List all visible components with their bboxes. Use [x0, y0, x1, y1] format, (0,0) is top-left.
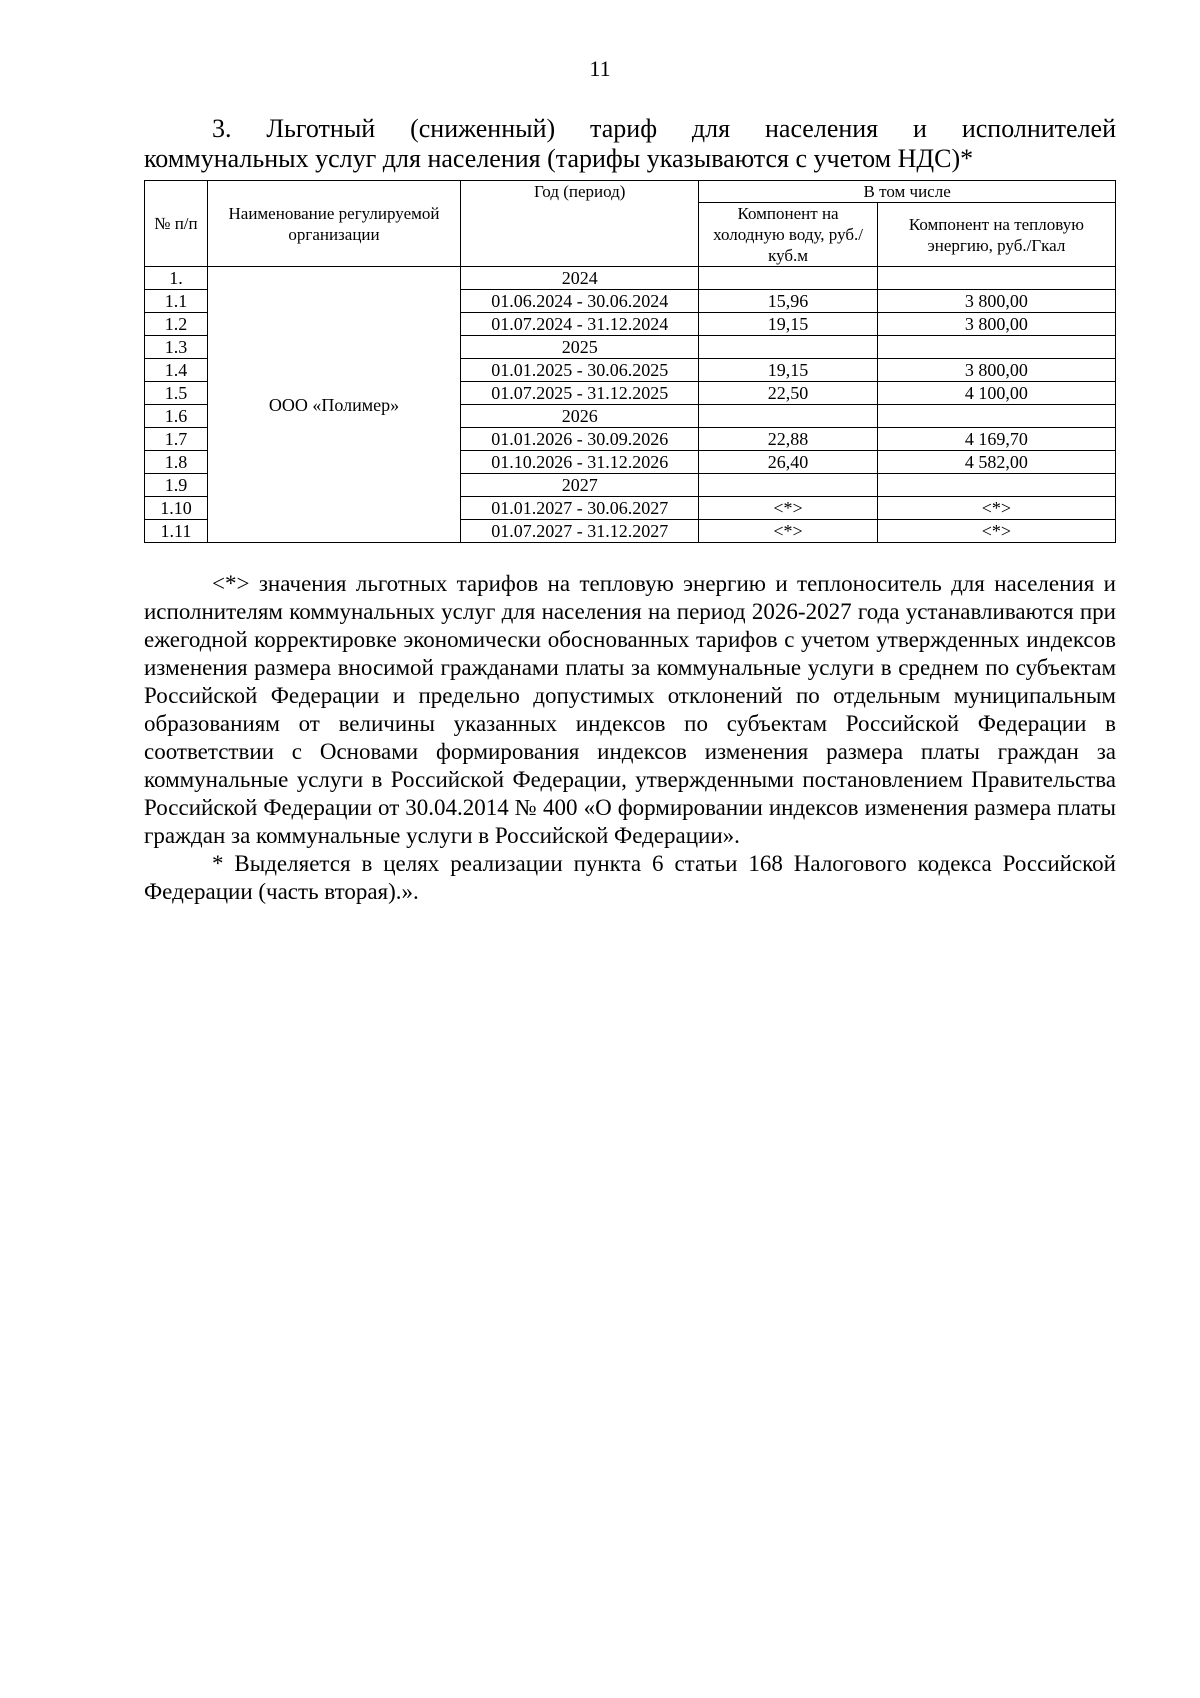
period-cell: 01.07.2025 - 31.12.2025 — [461, 382, 699, 405]
water-tariff-cell: <*> — [699, 497, 878, 520]
header-including: В том числе — [699, 181, 1116, 203]
row-number-cell: 1.9 — [145, 474, 208, 497]
tariff-table — [144, 180, 1116, 543]
heat-tariff-cell — [877, 474, 1115, 497]
organization-cell: ООО «Полимер» — [207, 267, 460, 543]
period-cell: 2024 — [461, 267, 699, 290]
row-number-cell: 1.6 — [145, 405, 208, 428]
heat-tariff-cell: <*> — [877, 520, 1115, 543]
period-cell: 01.06.2024 - 30.06.2024 — [461, 290, 699, 313]
section-heading — [144, 114, 1116, 174]
footnote-asterisk-angle: <*> значения льготных тарифов на тепловую энергию и теплоноситель для населения и исполнителям коммунальных услуг для населения на период 2026-2027 года устанавливаются при ежегодной корректировке экономически обоснованных тарифов с учетом утвержденных индексов изменения размера вносимой гражданами платы за коммунальные услуги в среднем по субъектам Российской Федерации и предельно допустимых отклонений по отдельным муниципальным образованиям от величины указанных индексов по субъектам Российской Федерации в соответствии с Основами формирования индексов изменения размера платы граждан за коммунальные услуги в Российской Федерации, утвержденными постановлением Правительства Российской Федерации от 30.04.2014 № 400 «О формировании индексов изменения размера платы граждан за коммунальные услуги в Российской Федерации». — [144, 571, 1116, 848]
section-heading-line-2: коммунальных услуг для населения (тарифы указываются с учетом НДС)* — [144, 144, 974, 173]
period-cell: 01.01.2026 - 30.09.2026 — [461, 428, 699, 451]
heat-tariff-cell: 3 800,00 — [877, 313, 1115, 336]
water-tariff-cell — [699, 336, 878, 359]
header-heat-component: Компонент на тепловую энергию, руб./Гкал — [877, 203, 1115, 267]
water-tariff-cell — [699, 405, 878, 428]
header-num: № п/п — [145, 181, 208, 267]
row-number-cell: 1. — [145, 267, 208, 290]
heat-tariff-cell: <*> — [877, 497, 1115, 520]
heat-tariff-cell — [877, 405, 1115, 428]
period-cell: 01.10.2026 - 31.12.2026 — [461, 451, 699, 474]
water-tariff-cell: 26,40 — [699, 451, 878, 474]
heat-tariff-cell: 3 800,00 — [877, 290, 1115, 313]
row-number-cell: 1.2 — [145, 313, 208, 336]
page-number: 11 — [589, 56, 611, 81]
row-number-cell: 1.8 — [145, 451, 208, 474]
water-tariff-cell — [699, 474, 878, 497]
water-tariff-cell: 15,96 — [699, 290, 878, 313]
heat-tariff-cell: 4 582,00 — [877, 451, 1115, 474]
header-organization: Наименование регулируемой организации — [207, 181, 460, 267]
water-tariff-cell: 22,88 — [699, 428, 878, 451]
row-number-cell: 1.7 — [145, 428, 208, 451]
water-tariff-cell — [699, 267, 878, 290]
footnote-asterisk: * Выделяется в целях реализации пункта 6 статьи 168 Налогового кодекса Российской Федерации (часть вторая).». — [144, 851, 1116, 904]
heat-tariff-cell — [877, 336, 1115, 359]
heat-tariff-cell: 3 800,00 — [877, 359, 1115, 382]
period-cell: 2027 — [461, 474, 699, 497]
header-water-component: Компонент на холодную воду, руб./куб.м — [699, 203, 878, 267]
tariff-table-header — [145, 181, 1116, 267]
table-row — [145, 267, 1116, 290]
heat-tariff-cell: 4 169,70 — [877, 428, 1115, 451]
row-number-cell: 1.11 — [145, 520, 208, 543]
footnotes — [144, 570, 1116, 906]
period-cell: 2026 — [461, 405, 699, 428]
section-heading-line-1: 3. Льготный (сниженный) тариф для населения и исполнителей — [212, 114, 1116, 143]
water-tariff-cell: 22,50 — [699, 382, 878, 405]
water-tariff-cell: <*> — [699, 520, 878, 543]
period-cell: 01.07.2024 - 31.12.2024 — [461, 313, 699, 336]
row-number-cell: 1.4 — [145, 359, 208, 382]
row-number-cell: 1.3 — [145, 336, 208, 359]
tariff-table-body — [145, 267, 1116, 543]
heat-tariff-cell: 4 100,00 — [877, 382, 1115, 405]
period-cell: 01.07.2027 - 31.12.2027 — [461, 520, 699, 543]
row-number-cell: 1.10 — [145, 497, 208, 520]
row-number-cell: 1.5 — [145, 382, 208, 405]
row-number-cell: 1.1 — [145, 290, 208, 313]
period-cell: 01.01.2027 - 30.06.2027 — [461, 497, 699, 520]
header-period: Год (период) — [461, 181, 699, 267]
heat-tariff-cell — [877, 267, 1115, 290]
period-cell: 01.01.2025 - 30.06.2025 — [461, 359, 699, 382]
water-tariff-cell: 19,15 — [699, 313, 878, 336]
period-cell: 2025 — [461, 336, 699, 359]
water-tariff-cell: 19,15 — [699, 359, 878, 382]
